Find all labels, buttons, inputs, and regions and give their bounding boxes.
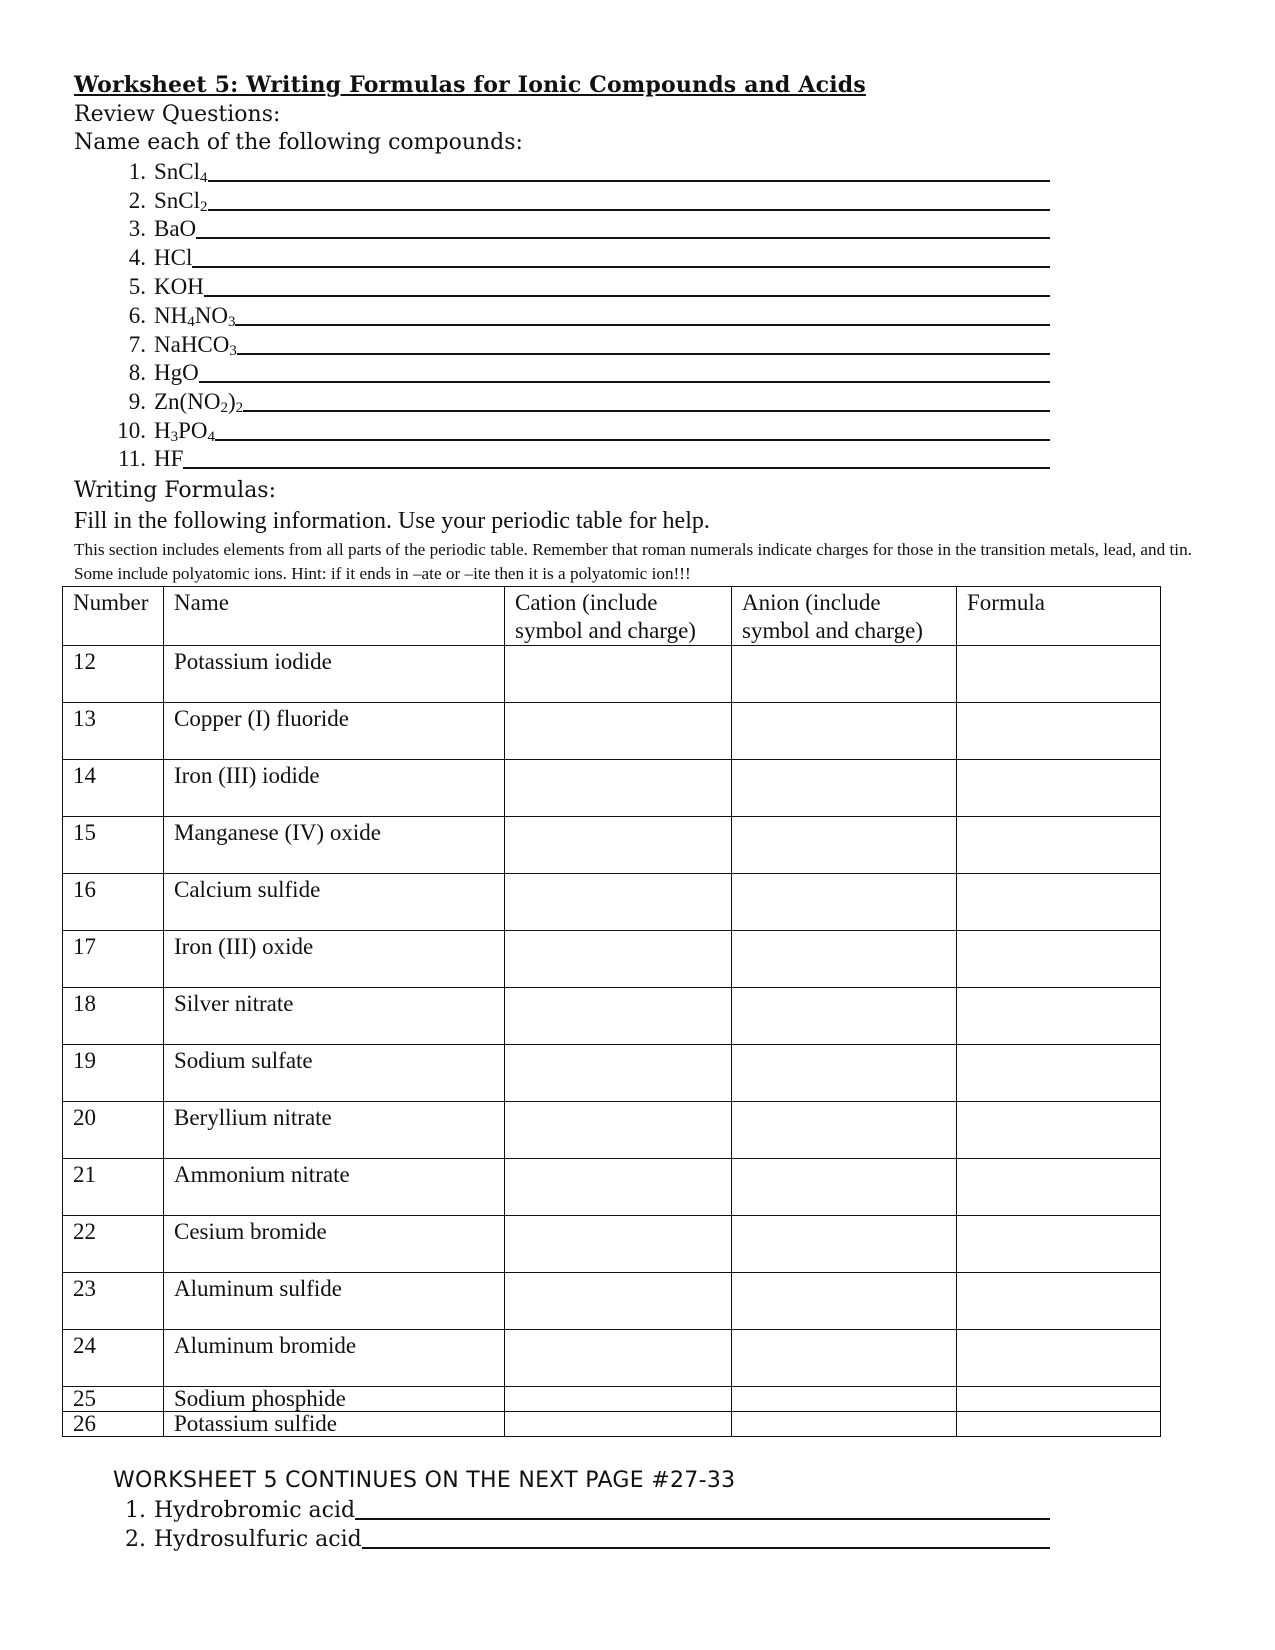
cell-name: Ammonium nitrate (164, 1159, 505, 1216)
table-row (63, 1330, 1161, 1387)
answer-line[interactable] (183, 445, 1050, 469)
formula-text: HgO (154, 360, 199, 385)
review-item-formula (154, 360, 199, 386)
cell-cation[interactable] (505, 760, 732, 817)
review-item (110, 387, 1050, 415)
cell-name: Potassium iodide (164, 646, 505, 703)
cell-number: 17 (63, 931, 164, 988)
cell-cation[interactable] (505, 1412, 732, 1437)
cell-number: 15 (63, 817, 164, 874)
review-item-formula (154, 274, 204, 300)
table-row (63, 1273, 1161, 1330)
cell-cation[interactable] (505, 1273, 732, 1330)
answer-line[interactable] (199, 359, 1050, 383)
header-number: Number (63, 587, 164, 646)
cell-cation[interactable] (505, 988, 732, 1045)
cell-number: 24 (63, 1330, 164, 1387)
writing-heading: Writing Formulas: (74, 478, 277, 503)
cell-number: 21 (63, 1159, 164, 1216)
cell-formula[interactable] (957, 817, 1161, 874)
review-item-number: 11. (118, 446, 146, 471)
cell-anion[interactable] (732, 760, 957, 817)
cell-anion[interactable] (732, 1216, 957, 1273)
cell-number: 18 (63, 988, 164, 1045)
cell-cation[interactable] (505, 1045, 732, 1102)
review-item (110, 301, 1050, 329)
cell-formula[interactable] (957, 1412, 1161, 1437)
review-item-formula (154, 159, 208, 185)
table-row (63, 1412, 1161, 1437)
formula-subscript: 3 (227, 314, 236, 330)
cell-cation[interactable] (505, 703, 732, 760)
cell-anion[interactable] (732, 1102, 957, 1159)
review-item-formula (154, 418, 215, 444)
table-row (63, 1045, 1161, 1102)
cell-name: Aluminum bromide (164, 1330, 505, 1387)
cell-anion[interactable] (732, 988, 957, 1045)
cell-formula[interactable] (957, 1159, 1161, 1216)
answer-line[interactable] (196, 215, 1050, 239)
table-row (63, 646, 1161, 703)
review-item-formula (154, 332, 237, 358)
formula-subscript: 3 (229, 343, 237, 359)
header-cation: Cation (include symbol and charge) (505, 587, 732, 646)
cell-formula[interactable] (957, 1102, 1161, 1159)
review-heading: Review Questions: (74, 102, 281, 127)
cell-name: Beryllium nitrate (164, 1102, 505, 1159)
answer-line[interactable] (243, 388, 1050, 412)
answer-line[interactable] (237, 331, 1050, 355)
answer-line[interactable] (204, 273, 1050, 297)
cell-number: 19 (63, 1045, 164, 1102)
formula-text: NaHCO (154, 332, 230, 357)
cell-name: Sodium phosphide (164, 1387, 505, 1412)
formula-text: H (154, 418, 171, 443)
cell-anion[interactable] (732, 1273, 957, 1330)
cell-anion[interactable] (732, 1387, 957, 1412)
cell-formula[interactable] (957, 1330, 1161, 1387)
table-row (63, 1159, 1161, 1216)
cell-cation[interactable] (505, 1159, 732, 1216)
answer-line[interactable] (362, 1525, 1050, 1549)
review-item-number: 3. (128, 216, 146, 241)
cell-anion[interactable] (732, 817, 957, 874)
formula-text: HCl (154, 245, 193, 270)
review-item (110, 186, 1050, 214)
worksheet-title: Worksheet 5: Writing Formulas for Ionic Compounds and Acids (74, 72, 866, 98)
acid-item-number: 2. (125, 1527, 146, 1552)
acid-item (110, 1524, 1050, 1552)
formula-text: HF (154, 446, 184, 471)
review-item-formula (154, 188, 208, 214)
review-item-number: 7. (128, 332, 146, 357)
formula-subscript: 2 (200, 199, 208, 215)
cell-number: 16 (63, 874, 164, 931)
section-note: This section includes elements from all parts of the periodic table. Remember that roman numerals indicate charges for those in the transition metals, lead, and tin. Some include polyatomic ions. Hint: if it ends in –ate or –ite then it is a polyatomic ion!!! (74, 540, 1192, 583)
formula-table (62, 586, 1161, 1437)
cell-name: Aluminum sulfide (164, 1273, 505, 1330)
table-row (63, 874, 1161, 931)
cell-formula[interactable] (957, 1045, 1161, 1102)
review-item-number: 4. (128, 245, 146, 270)
formula-text: NH (154, 303, 188, 328)
table-row (63, 817, 1161, 874)
table-row (63, 1387, 1161, 1412)
cell-formula[interactable] (957, 760, 1161, 817)
cell-anion[interactable] (732, 874, 957, 931)
cell-name: Potassium sulfide (164, 1412, 505, 1437)
cell-anion[interactable] (732, 1412, 957, 1437)
cell-formula[interactable] (957, 646, 1161, 703)
review-item-formula (154, 245, 192, 271)
formula-text: SnCl (154, 159, 201, 184)
cell-cation[interactable] (505, 1330, 732, 1387)
review-item (110, 358, 1050, 386)
cell-name: Silver nitrate (164, 988, 505, 1045)
formula-subscript: 2 (220, 400, 228, 416)
cell-formula[interactable] (957, 1387, 1161, 1412)
review-item-formula (154, 216, 196, 242)
answer-line[interactable] (208, 187, 1050, 211)
review-item-number: 9. (128, 389, 146, 414)
answer-line[interactable] (208, 158, 1050, 182)
cell-anion[interactable] (732, 646, 957, 703)
review-item (110, 330, 1050, 358)
formula-text: Zn(NO (154, 389, 221, 414)
cell-anion[interactable] (732, 703, 957, 760)
answer-line[interactable] (215, 417, 1050, 441)
review-item-formula (154, 446, 183, 472)
cell-anion[interactable] (732, 931, 957, 988)
header-formula: Formula (957, 587, 1161, 646)
review-item-number: 1. (128, 159, 146, 184)
cell-formula[interactable] (957, 988, 1161, 1045)
formula-text: PO (178, 418, 208, 443)
formula-subscript: 4 (187, 314, 195, 330)
cell-name: Iron (III) oxide (164, 931, 505, 988)
writing-instruction: Fill in the following information. Use your periodic table for help. (74, 508, 710, 534)
formula-text: ) (227, 389, 236, 414)
cell-formula[interactable] (957, 703, 1161, 760)
cell-anion[interactable] (732, 1045, 957, 1102)
cell-cation[interactable] (505, 931, 732, 988)
cell-name: Manganese (IV) oxide (164, 817, 505, 874)
review-item (110, 157, 1050, 185)
formula-subscript: 3 (170, 429, 179, 445)
acid-item-label: Hydrobromic acid (154, 1498, 356, 1523)
table-row (63, 1216, 1161, 1273)
formula-text: BaO (154, 216, 197, 241)
review-item-formula (154, 389, 243, 415)
formula-subscript: 4 (207, 429, 216, 445)
table-row (63, 760, 1161, 817)
cell-number: 20 (63, 1102, 164, 1159)
cell-name: Copper (I) fluoride (164, 703, 505, 760)
cell-cation[interactable] (505, 874, 732, 931)
review-item (110, 243, 1050, 271)
formula-subscript: 4 (200, 170, 208, 186)
cell-cation[interactable] (505, 1102, 732, 1159)
review-item-number: 10. (117, 418, 146, 443)
cell-cation[interactable] (505, 1216, 732, 1273)
formula-text: KOH (154, 274, 204, 299)
acid-item-label: Hydrosulfuric acid (154, 1527, 362, 1552)
cell-formula[interactable] (957, 1216, 1161, 1273)
review-item-formula (154, 303, 235, 329)
table-body (63, 646, 1161, 1437)
review-item-number: 2. (128, 188, 146, 213)
cell-cation[interactable] (505, 646, 732, 703)
cell-number: 14 (63, 760, 164, 817)
review-item (110, 272, 1050, 300)
review-item-number: 6. (128, 303, 146, 328)
table-row (63, 703, 1161, 760)
cell-anion[interactable] (732, 1159, 957, 1216)
cell-number: 23 (63, 1273, 164, 1330)
cell-anion[interactable] (732, 1330, 957, 1387)
review-instruction: Name each of the following compounds: (74, 130, 523, 155)
cell-formula[interactable] (957, 1273, 1161, 1330)
table-row (63, 988, 1161, 1045)
cell-formula[interactable] (957, 874, 1161, 931)
formula-text: SnCl (154, 188, 201, 213)
cell-number: 22 (63, 1216, 164, 1273)
cell-cation[interactable] (505, 1387, 732, 1412)
answer-line[interactable] (235, 302, 1050, 326)
cell-number: 26 (63, 1412, 164, 1437)
cell-formula[interactable] (957, 931, 1161, 988)
cell-cation[interactable] (505, 817, 732, 874)
cell-number: 13 (63, 703, 164, 760)
cell-name: Iron (III) iodide (164, 760, 505, 817)
review-item-number: 5. (128, 274, 146, 299)
acid-item (110, 1495, 1050, 1523)
formula-subscript: 2 (235, 400, 244, 416)
cell-name: Cesium bromide (164, 1216, 505, 1273)
table-header-row (63, 587, 1161, 646)
review-item (110, 214, 1050, 242)
answer-line[interactable] (192, 244, 1050, 268)
cell-number: 12 (63, 646, 164, 703)
answer-line[interactable] (355, 1496, 1050, 1520)
acid-item-number: 1. (125, 1498, 146, 1523)
formula-text: NO (194, 303, 228, 328)
table-row (63, 1102, 1161, 1159)
header-name: Name (164, 587, 505, 646)
continues-note: WORKSHEET 5 CONTINUES ON THE NEXT PAGE #27-33 (113, 1468, 736, 1493)
cell-name: Calcium sulfide (164, 874, 505, 931)
cell-name: Sodium sulfate (164, 1045, 505, 1102)
cell-number: 25 (63, 1387, 164, 1412)
review-item-number: 8. (128, 360, 146, 385)
table-row (63, 931, 1161, 988)
review-item (110, 416, 1050, 444)
review-item (110, 444, 1050, 472)
header-anion: Anion (include symbol and charge) (732, 587, 957, 646)
